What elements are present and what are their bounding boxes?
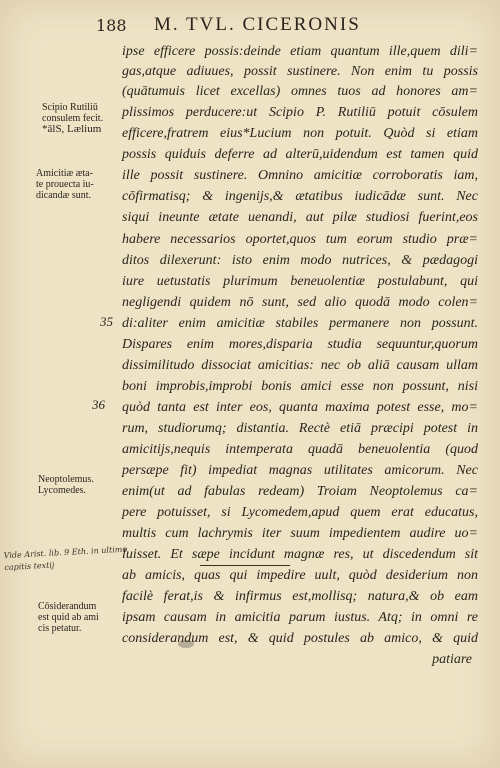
text-line: dissimilitudo dissociat amicitias: nec ob aliā causam ullam — [122, 358, 478, 373]
margin-note-line: *ālS, Lælium — [42, 123, 102, 135]
text-line: boni improbis,improbi bonis amici esse non possunt, nisi — [122, 379, 478, 394]
margin-note-line: te prouecta iu- — [36, 179, 94, 190]
text-line: ditos dilexerunt: isto enim modo nutrices, & pædagogi — [122, 253, 478, 268]
text-line: pere potuisset, si Lycomedem,apud quem erat educatus, — [122, 505, 478, 520]
text-line: ipsam causam in amicitia parum iustus. Atq; in omni re — [122, 610, 478, 625]
text-line: plissimos perducere:ut Scipio P. Rutiliū potuit cōsulem — [122, 105, 478, 120]
section-number-35: 35 — [100, 314, 113, 329]
text-line: quòd tanta est inter eos, quanta maxima potest esse, mo= — [122, 400, 478, 415]
text-line: facilè ferat,is & infirmus est,mollisq; natura,& ob eam — [122, 589, 478, 604]
margin-note-line: Lycomedes. — [38, 485, 87, 496]
text-line: possis quiduis deferre ad alterū,uidendum est tamen quid — [122, 147, 478, 162]
text-line: amicitijs,nequis intemperata quadā beneuolentia (quod — [122, 442, 478, 457]
text-line: rum, studiorumq; distantia. Rectè etiā præcipi potest in — [122, 421, 478, 436]
text-line: negligendi quidem nō sunt, sed alio quodā modo colen= — [122, 295, 478, 310]
text-line: di:aliter enim amicitiæ stabiles permanere non possunt. — [122, 316, 478, 331]
text-line: ipse efficere possis:deinde etiam quantum ille,quem dili= — [122, 44, 478, 59]
text-line: luisset. Et sæpe incidunt magnæ res, ut discedendum sit — [122, 547, 478, 562]
text-line: multis cum lachrymis iter suum impedientem audire uo= — [122, 526, 478, 541]
text-line: efficere,fratrem eius*Lucium non potuit. Quòd si etiam — [122, 126, 478, 141]
text-line: ille possit sustinere. Omnino amicitiæ corroboratis iam, — [122, 168, 478, 183]
margin-note-considerandum — [38, 601, 99, 634]
margin-note-scipio — [42, 102, 103, 135]
margin-note-line: consulem fecit. — [42, 113, 104, 124]
handwritten-line: Vide Arist. lib. 9 Eth. in ultimo — [3, 544, 128, 561]
margin-note-line: Scipio Rutiliū — [42, 102, 98, 113]
margin-note-neoptolemus — [38, 474, 94, 496]
margin-note-line: cis petatur. — [38, 623, 82, 634]
text-line: iure uetustatis plurimum beneuolentiæ postulabunt, qui — [122, 274, 478, 289]
text-line: persæpe fit) impediat magnas utilitates amicorum. Nec — [122, 463, 478, 478]
text-line: habere necessarios oportet,quos tum eorum studio præ= — [122, 232, 478, 247]
handwritten-annotation — [3, 544, 128, 574]
text-line: siqui ineunte ætate uenandi, aut pilæ studiosi fuerint,eos — [122, 210, 478, 225]
margin-note-line: Neoptolemus. — [38, 474, 94, 485]
text-line: gas,atque adiuues, possit sustinere. Non enim tu possis — [122, 64, 478, 79]
running-title: M. TVL. CICERONIS — [154, 14, 361, 35]
section-number-36: 36 — [92, 397, 105, 412]
margin-note-line: est quid ab ami — [38, 612, 99, 623]
text-line: ab amicis, quas qui impedire uult, quòd desiderium non — [122, 568, 478, 583]
text-line: cōfirmatisq; & ingenijs,& ætatibus iudicādæ sunt. Nec — [122, 189, 478, 204]
page-number: 188 — [96, 16, 127, 35]
page-header — [96, 14, 476, 38]
margin-note-amicitiae — [36, 168, 94, 201]
text-line: (quātumuis licet excellas) omnes tuos ad honores am= — [122, 84, 478, 99]
text-line: considerandum est, & quid postules ab amico, & quid — [122, 631, 478, 646]
text-line: Dispares enim mores,disparia studia sequuntur,quorum — [122, 337, 478, 352]
text-line: enim(ut ad fabulas redeam) Troiam Neoptolemus ca= — [122, 484, 478, 499]
handwritten-line: capitis textij — [4, 560, 55, 573]
catchword: patiare — [432, 652, 472, 667]
margin-note-line: Cōsiderandum — [38, 601, 97, 612]
margin-note-line: dicandæ sunt. — [36, 190, 91, 201]
margin-note-line: Amicitiæ æta- — [36, 168, 93, 179]
